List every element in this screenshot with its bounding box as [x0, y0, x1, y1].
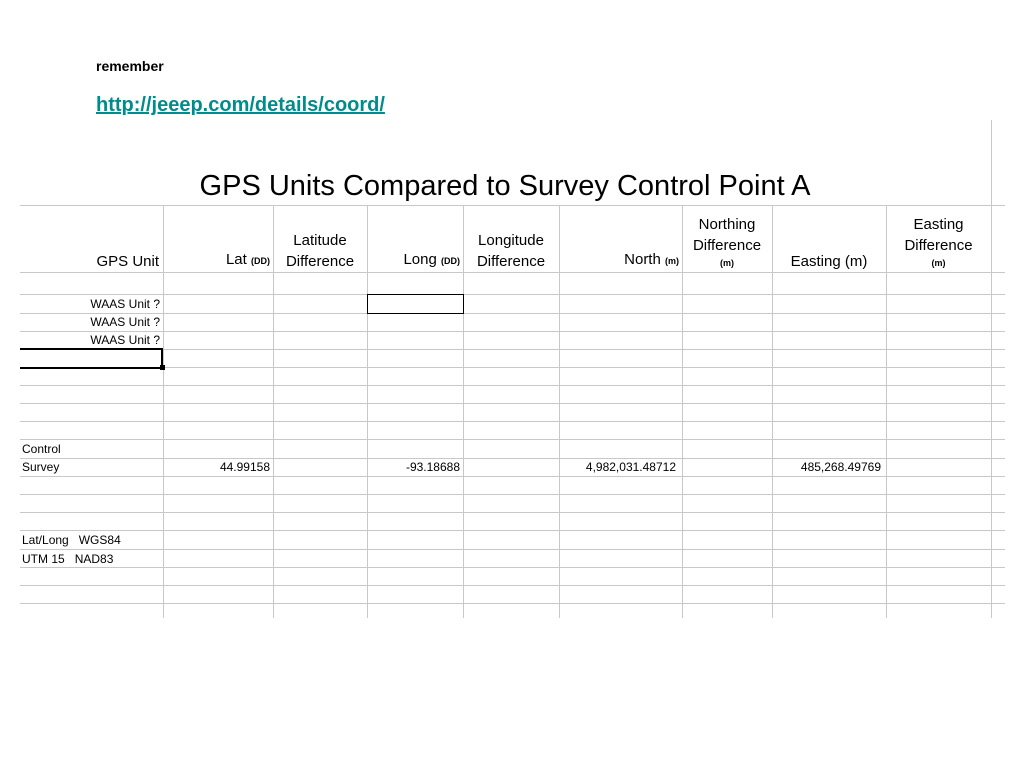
header-lat-line	[226, 249, 270, 272]
header-long-diff	[463, 205, 559, 272]
header-long-text: Long	[403, 251, 437, 268]
waas-unit-row-3[interactable]: WAAS Unit ?	[90, 333, 160, 347]
waas-unit-row-2[interactable]: WAAS Unit ?	[90, 315, 160, 329]
header-lat-diff-line1: Latitude	[293, 232, 347, 249]
header-north-diff	[682, 205, 772, 272]
header-east-diff-line1: Easting	[913, 216, 964, 233]
selected-cell-box[interactable]	[367, 294, 464, 314]
header-north-diff-line2: Difference	[692, 237, 762, 254]
header-easting-text: Easting (m)	[790, 253, 868, 270]
control-label[interactable]: Control	[22, 442, 61, 456]
control-easting[interactable]: 485,268.49769	[800, 460, 881, 474]
coord-link[interactable]: http://jeeep.com/details/coord/	[96, 94, 385, 116]
sheet-title: GPS Units Compared to Survey Control Point A	[199, 170, 811, 202]
header-gps-unit	[20, 205, 159, 272]
header-long-diff-line1: Longitude	[478, 232, 544, 249]
datum-latlong[interactable]	[22, 531, 121, 549]
header-lat-unit: (DD)	[251, 256, 270, 266]
datum-latlong-label: Lat/Long	[22, 533, 69, 547]
control-north[interactable]: 4,982,031.48712	[585, 460, 676, 474]
header-east-diff-line2: Difference	[904, 237, 973, 254]
header-long-line	[403, 249, 460, 272]
header-lat	[163, 205, 270, 272]
remember-note: remember	[96, 58, 164, 74]
header-lat-text: Lat	[225, 251, 247, 268]
header-long	[367, 205, 460, 272]
header-long-diff-line2: Difference	[476, 253, 546, 270]
header-easting	[772, 205, 886, 272]
header-long-unit: (DD)	[441, 256, 460, 266]
waas-unit-row-1[interactable]: WAAS Unit ?	[90, 297, 160, 311]
active-cell-cursor[interactable]	[20, 348, 163, 369]
header-north-unit: (m)	[665, 256, 679, 266]
control-long[interactable]: -93.18688	[405, 460, 460, 474]
datum-utm-value: NAD83	[74, 552, 114, 566]
header-north-text: North	[624, 251, 661, 268]
header-gps-unit-text: GPS Unit	[96, 253, 159, 270]
header-north-line	[624, 249, 679, 272]
datum-utm[interactable]	[22, 550, 113, 568]
header-north	[559, 205, 679, 272]
header-north-diff-line1: Northing	[698, 216, 756, 233]
header-north-diff-line3: (m)	[720, 258, 734, 268]
header-east-diff-line3: (m)	[931, 258, 946, 268]
survey-label[interactable]: Survey	[22, 460, 60, 474]
fill-handle[interactable]	[160, 365, 165, 370]
header-east-diff	[886, 205, 991, 272]
header-lat-diff-line2: Difference	[285, 253, 355, 270]
datum-utm-label: UTM 15	[22, 552, 65, 566]
header-lat-diff	[273, 205, 367, 272]
control-lat[interactable]: 44.99158	[219, 460, 270, 474]
datum-latlong-value: WGS84	[78, 533, 121, 547]
